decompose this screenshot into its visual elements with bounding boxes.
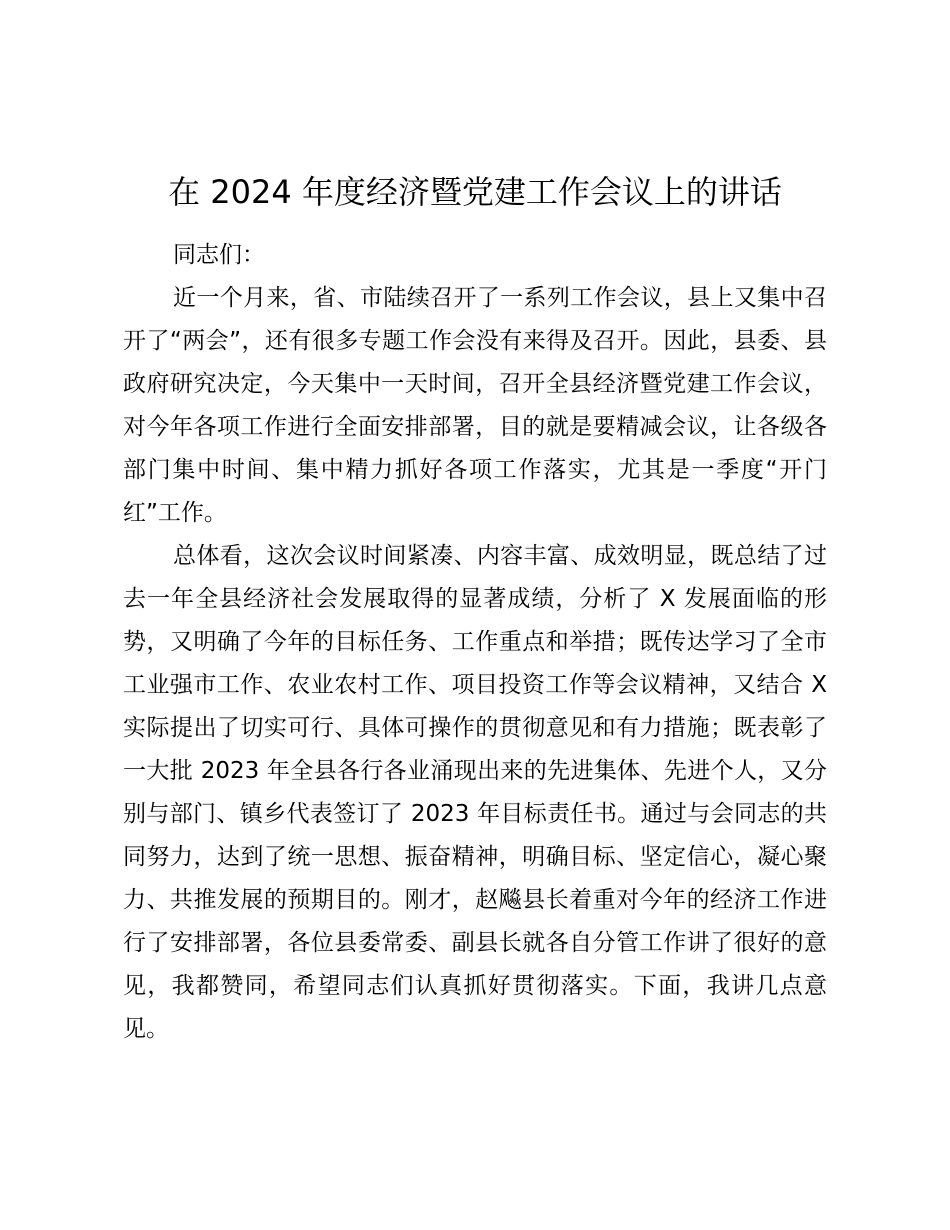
document-body [123,234,827,1051]
salutation-paragraph: 同志们： [173,242,265,268]
body-paragraph-2: 总体看，这次会议时间紧凑、内容丰富、成效明显，既总结了过去一年全县经济社会发展取得的显著成绩，分析了 X 发展面临的形势，又明确了今年的目标任务、工作重点和举措；既传达学习了全市工业强市工作、农业农村工作、项目投资工作等会议精神，又结合 X 实际提出了切实可行、具体可操作的贯彻意见和有力措施；既表彰了一大批 2023 年全县各行各业涌现出来的先进集体、先进个人，又分别与部门、镇乡代表签订了 2023 年目标责任书。通过与会同志的共同努力，达到了统一思想、振奋精神，明确目标、坚定信心，凝心聚力、共推发展的预期目的。刚才，赵飚县长着重对今年的经济工作进行了安排部署，各位县委常委、副县长就各自分管工作讲了很好的意见，我都赞同，希望同志们认真抓好贯彻落实。下面，我讲几点意见。 [123,543,827,1042]
body-paragraph-1: 近一个月来，省、市陆续召开了一系列工作会议，县上又集中召开了“两会”，还有很多专题工作会没有来得及召开。因此，县委、县政府研究决定，今天集中一天时间，召开全县经济暨党建工作会议，对今年各项工作进行全面安排部署，目的就是要精减会议，让各级各部门集中时间、集中精力抓好各项工作落实，尤其是一季度“开门红”工作。 [123,285,827,526]
document-title: 在 2024 年度经济暨党建工作会议上的讲话 [168,173,782,211]
